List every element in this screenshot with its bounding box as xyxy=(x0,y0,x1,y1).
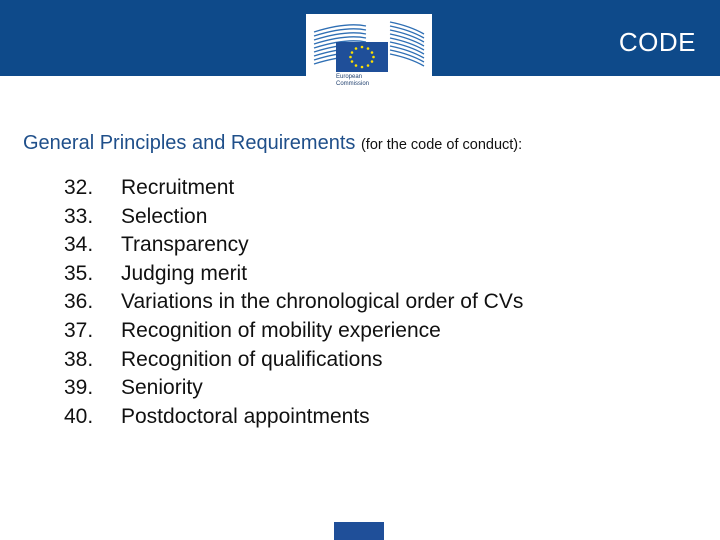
heading-subtitle: (for the code of conduct): xyxy=(360,137,523,153)
item-number: 37. xyxy=(64,318,94,342)
item-label: Transparency xyxy=(121,233,249,257)
european-commission-logo xyxy=(306,14,432,100)
item-number: 32. xyxy=(64,176,94,199)
section-heading xyxy=(23,132,522,155)
footer-accent-bar xyxy=(334,522,384,540)
item-number: 33. xyxy=(64,204,94,228)
slide-title: CODE xyxy=(618,27,696,57)
logo-line-1: European xyxy=(336,74,363,80)
item-label: Recognition of qualifications xyxy=(121,347,383,371)
logo-caption xyxy=(336,74,369,88)
logo-line-2: Commission xyxy=(336,81,370,87)
item-label: Judging merit xyxy=(121,261,248,285)
item-number: 39. xyxy=(64,376,94,400)
item-number: 40. xyxy=(64,404,94,428)
item-label: Recruitment xyxy=(121,176,235,199)
item-label: Postdoctoral appointments xyxy=(121,404,370,428)
item-label: Variations in the chronological order of CVs xyxy=(121,290,524,314)
heading-main: General Principles and Requirements xyxy=(23,132,356,154)
item-label: Selection xyxy=(121,204,208,228)
item-number: 38. xyxy=(64,347,94,371)
item-number: 35. xyxy=(64,261,94,285)
item-label: Seniority xyxy=(121,376,203,400)
item-label: Recognition of mobility experience xyxy=(121,318,441,342)
item-number: 34. xyxy=(64,233,94,257)
item-number: 36. xyxy=(64,290,94,314)
